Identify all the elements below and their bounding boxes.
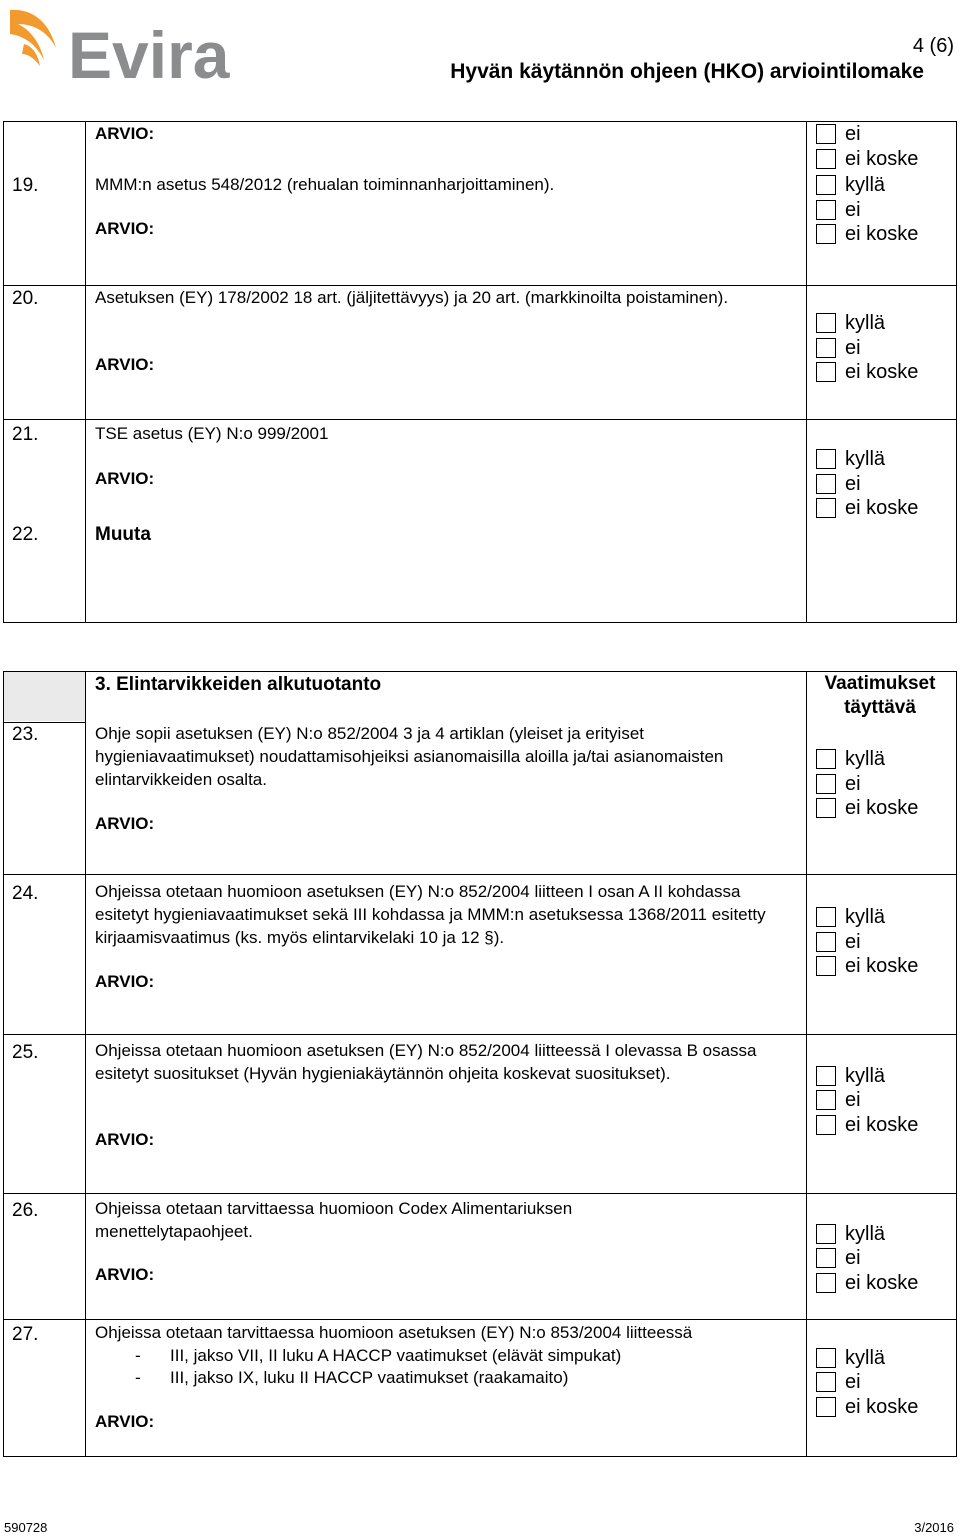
row-number: 23. bbox=[12, 724, 39, 745]
option-yes[interactable]: kyllä bbox=[816, 1222, 885, 1246]
option-na[interactable]: ei koske bbox=[816, 1271, 918, 1295]
checkbox[interactable] bbox=[816, 149, 836, 169]
checkbox[interactable] bbox=[816, 1066, 836, 1086]
arvio-label: ARVIO: bbox=[95, 972, 155, 991]
option-na[interactable]: ei koske bbox=[816, 1113, 918, 1137]
row-text: Muuta bbox=[95, 524, 151, 545]
option-yes[interactable]: kyllä bbox=[816, 173, 885, 197]
arvio-label: ARVIO: bbox=[95, 124, 155, 143]
checkbox[interactable] bbox=[816, 1090, 836, 1110]
option-na[interactable]: ei koske bbox=[816, 1395, 918, 1419]
footer-doc-id: 590728 bbox=[4, 1520, 48, 1535]
row-number: 25. bbox=[12, 1042, 39, 1063]
checkbox[interactable] bbox=[816, 1372, 836, 1392]
option-no[interactable]: ei bbox=[816, 336, 861, 360]
row-number: 24. bbox=[12, 883, 39, 904]
option-yes[interactable]: kyllä bbox=[816, 905, 885, 929]
row-text: Ohjeissa otetaan huomioon asetuksen (EY) N:o 852/2004 liitteen I osan A II kohdassa esitetyt hygieniavaatimukset sekä III kohdassa ja MMM:n asetuksessa 1368/2011 esitetty kirjaamisvaatimus (ks. myös elintarvikelaki 10 ja 12 §). bbox=[95, 882, 766, 947]
option-no[interactable]: ei bbox=[816, 930, 861, 954]
row-number: 22. bbox=[12, 524, 39, 545]
option-yes[interactable]: kyllä bbox=[816, 311, 885, 335]
column-header: Vaatimukset täyttävä bbox=[824, 673, 936, 718]
option-no[interactable]: ei bbox=[816, 198, 861, 222]
row-number: 20. bbox=[12, 288, 39, 309]
bullet-item: - bbox=[135, 1368, 141, 1387]
option-no[interactable]: ei bbox=[816, 1370, 861, 1394]
checkbox[interactable] bbox=[816, 1248, 836, 1268]
arvio-label: ARVIO: bbox=[95, 1265, 155, 1284]
arvio-label: ARVIO: bbox=[95, 814, 155, 833]
row-text: MMM:n asetus 548/2012 (rehualan toiminnanharjoittaminen). bbox=[95, 175, 555, 194]
option-yes[interactable]: kyllä bbox=[816, 747, 885, 771]
row-text: Asetuksen (EY) 178/2002 18 art. (jäljitettävyys) ja 20 art. (markkinoilta poistaminen). bbox=[95, 288, 729, 307]
checkbox[interactable] bbox=[816, 1397, 836, 1417]
checkbox[interactable] bbox=[816, 124, 836, 144]
checkbox[interactable] bbox=[816, 1224, 836, 1244]
document-title: Hyvän käytännön ohjeen (HKO) arviointilomake bbox=[450, 60, 924, 83]
arvio-label: ARVIO: bbox=[95, 1130, 155, 1149]
bullet-item: III, jakso VII, II luku A HACCP vaatimukset (elävät simpukat) bbox=[170, 1346, 622, 1365]
row-number: 26. bbox=[12, 1200, 39, 1221]
checkbox[interactable] bbox=[816, 749, 836, 769]
option-no[interactable]: ei bbox=[816, 1088, 861, 1112]
checkbox[interactable] bbox=[816, 200, 836, 220]
option-yes[interactable]: kyllä bbox=[816, 1346, 885, 1370]
option-na[interactable]: ei koske bbox=[816, 360, 918, 384]
checkbox[interactable] bbox=[816, 956, 836, 976]
page-number: 4 (6) bbox=[912, 35, 954, 57]
option-na[interactable]: ei koske bbox=[816, 222, 918, 246]
option-no[interactable]: ei bbox=[816, 772, 861, 796]
bullet-item: III, jakso IX, luku II HACCP vaatimukset (raakamaito) bbox=[170, 1368, 569, 1387]
option-na[interactable]: ei koske bbox=[816, 147, 918, 171]
option-yes[interactable]: kyllä bbox=[816, 447, 885, 471]
arvio-label: ARVIO: bbox=[95, 469, 155, 488]
row-number: 27. bbox=[12, 1324, 39, 1345]
row-number: 21. bbox=[12, 424, 39, 445]
option-no[interactable]: ei bbox=[816, 1246, 861, 1270]
checkbox[interactable] bbox=[816, 175, 836, 195]
row-text: Ohjeissa otetaan huomioon asetuksen (EY) N:o 852/2004 liitteessä I olevassa B osassa esitetyt suositukset (Hyvän hygieniakäytännön ohjeita koskevat suositukset). bbox=[95, 1041, 757, 1083]
row-number: 19. bbox=[12, 175, 39, 196]
option-na[interactable]: ei koske bbox=[816, 796, 918, 820]
checkbox[interactable] bbox=[816, 932, 836, 952]
row-text: Ohje sopii asetuksen (EY) N:o 852/2004 3 ja 4 artiklan (yleiset ja erityiset hygieniavaatimukset) noudattamisohjeiksi asianomaisilla aloilla ja/tai asianomaisten elintarvikkeiden osalta. bbox=[95, 724, 724, 789]
arvio-label: ARVIO: bbox=[95, 1412, 155, 1431]
option-no[interactable]: ei bbox=[816, 122, 861, 146]
checkbox[interactable] bbox=[816, 362, 836, 382]
checkbox[interactable] bbox=[816, 1348, 836, 1368]
option-yes[interactable]: kyllä bbox=[816, 1064, 885, 1088]
section-title: 3. Elintarvikkeiden alkutuotanto bbox=[95, 674, 382, 695]
checkbox[interactable] bbox=[816, 449, 836, 469]
checkbox[interactable] bbox=[816, 474, 836, 494]
arvio-label: ARVIO: bbox=[95, 219, 155, 238]
option-na[interactable]: ei koske bbox=[816, 954, 918, 978]
checkbox[interactable] bbox=[816, 774, 836, 794]
footer-version: 3/2016 bbox=[914, 1520, 954, 1535]
svg-text:Evira: Evira bbox=[68, 18, 230, 84]
option-na[interactable]: ei koske bbox=[816, 496, 918, 520]
checkbox[interactable] bbox=[816, 1115, 836, 1135]
checkbox[interactable] bbox=[816, 498, 836, 518]
checkbox[interactable] bbox=[816, 1273, 836, 1293]
row-text: Ohjeissa otetaan tarvittaessa huomioon asetuksen (EY) N:o 853/2004 liitteessä bbox=[95, 1323, 693, 1342]
bullet-item: - bbox=[135, 1346, 141, 1365]
checkbox[interactable] bbox=[816, 338, 836, 358]
evira-logo bbox=[4, 4, 264, 84]
row-text: TSE asetus (EY) N:o 999/2001 bbox=[95, 424, 329, 443]
arvio-label: ARVIO: bbox=[95, 355, 155, 374]
checkbox[interactable] bbox=[816, 224, 836, 244]
checkbox[interactable] bbox=[816, 313, 836, 333]
row-text: Ohjeissa otetaan tarvittaessa huomioon Codex Alimentariuksen menettelytapaohjeet. bbox=[95, 1199, 573, 1241]
checkbox[interactable] bbox=[816, 798, 836, 818]
checkbox[interactable] bbox=[816, 907, 836, 927]
option-no[interactable]: ei bbox=[816, 472, 861, 496]
